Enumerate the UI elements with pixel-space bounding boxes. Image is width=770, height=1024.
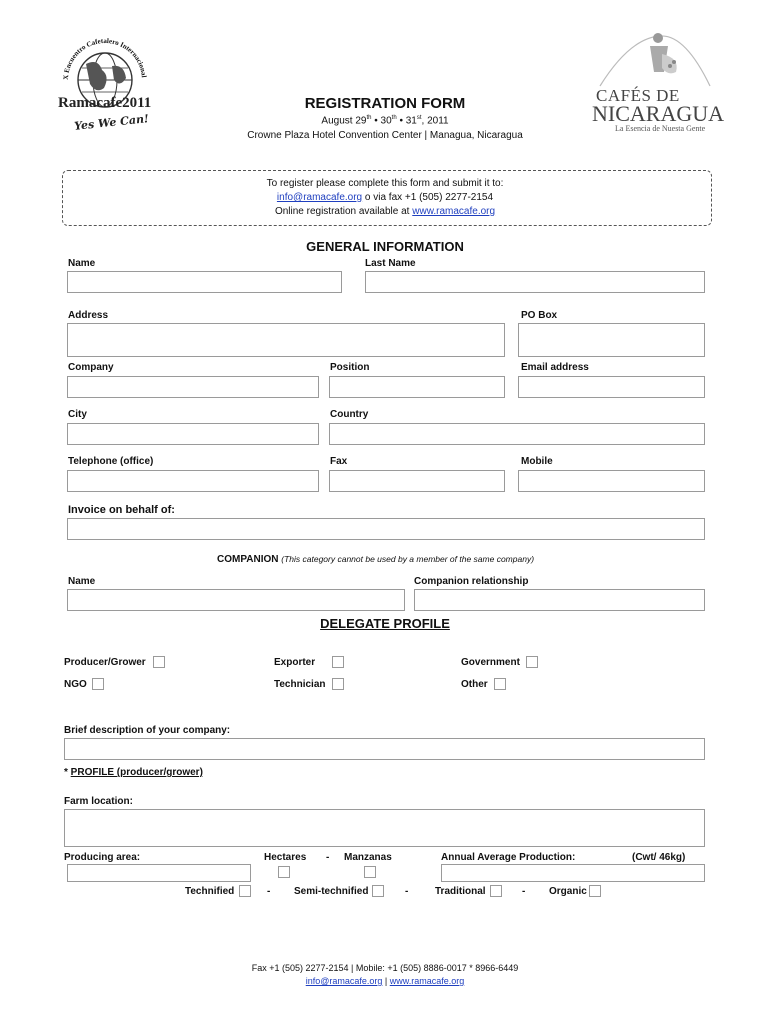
telephone-field[interactable] xyxy=(67,470,319,492)
venue: Crowne Plaza Hotel Convention Center | Managua, Nicaragua xyxy=(247,130,523,141)
ring-text: X Encuentro Cafetalero Internacional xyxy=(61,36,148,81)
nicaragua-text: NICARAGUA xyxy=(592,101,724,126)
annual-production-label: Annual Average Production: xyxy=(441,852,576,863)
po-box-field[interactable] xyxy=(518,323,705,357)
traditional-label: Traditional xyxy=(435,886,486,897)
coffee-farmer-icon xyxy=(590,28,720,88)
instructions-line2: info@ramacafe.org o via fax +1 (505) 2277-2154 xyxy=(276,192,494,203)
producer-label: Producer/Grower xyxy=(64,657,146,668)
brief-label: Brief description of your company: xyxy=(64,725,231,736)
mobile-label: Mobile xyxy=(521,456,553,467)
hectares-checkbox[interactable] xyxy=(278,866,290,878)
last-name-field[interactable] xyxy=(365,271,705,293)
hectares-label: Hectares xyxy=(264,852,307,863)
position-field[interactable] xyxy=(329,376,505,398)
fax-label: Fax xyxy=(330,456,348,467)
dash-separator-2: - xyxy=(405,886,409,897)
footer-email-link[interactable]: info@ramacafe.org xyxy=(305,976,383,986)
instructions-line1: To register please complete this form and submit it to: xyxy=(266,178,504,189)
companion-note: (This category cannot be used by a member of the same company) xyxy=(281,554,535,564)
producing-area-label: Producing area: xyxy=(64,852,141,863)
dash-separator: - xyxy=(326,852,330,863)
footer-contact: Fax +1 (505) 2277-2154 | Mobile: +1 (505) 8886-0017 * 8966-6449 xyxy=(251,963,519,973)
ngo-checkbox[interactable] xyxy=(92,678,104,690)
technified-label: Technified xyxy=(185,886,235,897)
city-label: City xyxy=(68,409,87,420)
exporter-label: Exporter xyxy=(274,657,316,668)
producing-area-field[interactable] xyxy=(67,864,251,882)
companion-name-label: Name xyxy=(68,576,96,587)
page-title: REGISTRATION FORM xyxy=(304,95,466,112)
technician-checkbox[interactable] xyxy=(332,678,344,690)
footer-links: info@ramacafe.org | www.ramacafe.org xyxy=(305,976,465,986)
company-field[interactable] xyxy=(67,376,319,398)
position-label: Position xyxy=(330,362,370,373)
company-label: Company xyxy=(68,362,114,373)
government-label: Government xyxy=(461,657,520,668)
annual-production-field[interactable] xyxy=(441,864,705,882)
slogan: Yes We Can! xyxy=(73,112,150,133)
companion-heading-row xyxy=(217,554,534,565)
name-field[interactable] xyxy=(67,271,342,293)
ramacafe-brand: Ramacafe2011 xyxy=(58,95,152,111)
address-label: Address xyxy=(68,310,109,321)
technician-label: Technician xyxy=(274,679,326,690)
country-label: Country xyxy=(330,409,369,420)
footer-website-link[interactable]: www.ramacafe.org xyxy=(389,976,465,986)
dash-separator-3: - xyxy=(522,886,526,897)
companion-name-field[interactable] xyxy=(67,589,405,611)
mobile-field[interactable] xyxy=(518,470,705,492)
companion-heading: COMPANION xyxy=(217,554,279,565)
cafes-de-text: CAFÉS DE xyxy=(596,86,680,105)
fax-field[interactable] xyxy=(329,470,505,492)
profile-label: * PROFILE (producer/grower) xyxy=(64,767,203,778)
farm-location-label: Farm location: xyxy=(64,796,133,807)
address-field[interactable] xyxy=(67,323,505,357)
last-name-label: Last Name xyxy=(365,258,416,269)
email-link[interactable]: info@ramacafe.org xyxy=(276,192,363,203)
producer-checkbox[interactable] xyxy=(153,656,165,668)
semi-technified-label: Semi-technified xyxy=(294,886,369,897)
brief-field[interactable] xyxy=(64,738,705,760)
city-field[interactable] xyxy=(67,423,319,445)
country-field[interactable] xyxy=(329,423,705,445)
farm-location-field[interactable] xyxy=(64,809,705,847)
event-dates: August 29th • 30th • 31st, 2011 xyxy=(321,115,449,127)
name-label: Name xyxy=(68,258,96,269)
technified-checkbox[interactable] xyxy=(239,885,251,897)
companion-relationship-label: Companion relationship xyxy=(414,576,529,587)
email-field[interactable] xyxy=(518,376,705,398)
organic-checkbox[interactable] xyxy=(589,885,601,897)
logo-tagline: La Esencia de Nuesta Gente xyxy=(615,124,706,133)
government-checkbox[interactable] xyxy=(526,656,538,668)
companion-relationship-field[interactable] xyxy=(414,589,705,611)
website-link[interactable]: www.ramacafe.org xyxy=(412,206,496,217)
invoice-label: Invoice on behalf of: xyxy=(68,504,175,516)
other-label: Other xyxy=(461,679,488,690)
invoice-field[interactable] xyxy=(67,518,705,540)
general-heading: GENERAL INFORMATION xyxy=(306,239,464,254)
email-label: Email address xyxy=(521,362,589,373)
exporter-checkbox[interactable] xyxy=(332,656,344,668)
unit-label: (Cwt/ 46kg) xyxy=(632,852,686,863)
manzanas-label: Manzanas xyxy=(344,852,392,863)
instructions-line3: Online registration available at www.ramacafe.org xyxy=(274,206,496,217)
po-box-label: PO Box xyxy=(521,310,558,321)
manzanas-checkbox[interactable] xyxy=(364,866,376,878)
delegate-heading: DELEGATE PROFILE xyxy=(320,616,450,631)
traditional-checkbox[interactable] xyxy=(490,885,502,897)
organic-label: Organic xyxy=(549,886,587,897)
semi-technified-checkbox[interactable] xyxy=(372,885,384,897)
other-checkbox[interactable] xyxy=(494,678,506,690)
ngo-label: NGO xyxy=(64,679,87,690)
dash-separator-1: - xyxy=(267,886,271,897)
telephone-label: Telephone (office) xyxy=(68,456,154,467)
